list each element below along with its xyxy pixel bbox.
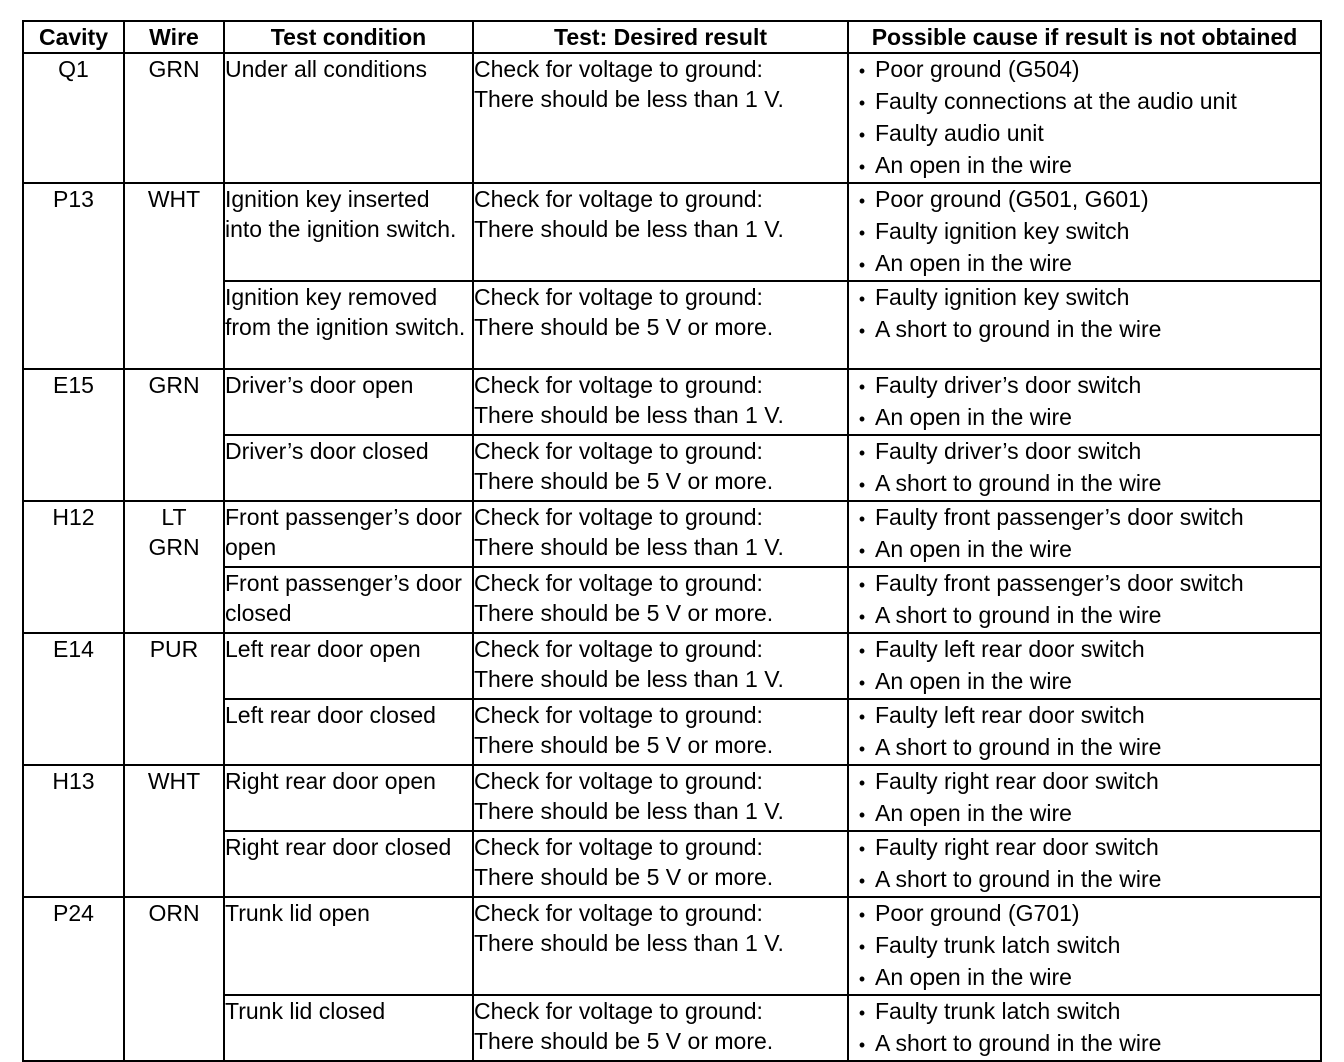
cause-item: • Faulty left rear door switch bbox=[849, 700, 1320, 732]
cause-item: • Faulty driver’s door switch bbox=[849, 370, 1320, 402]
cavity-cell: E15 bbox=[23, 369, 124, 501]
cavity-cell: E14 bbox=[23, 633, 124, 765]
condition-cell: Trunk lid closed bbox=[224, 995, 473, 1061]
cause-item: • Poor ground (G504) bbox=[849, 54, 1320, 86]
cause-item: • A short to ground in the wire bbox=[849, 864, 1320, 896]
cause-cell bbox=[848, 53, 1321, 183]
cause-item: • Faulty right rear door switch bbox=[849, 832, 1320, 864]
cause-item: • An open in the wire bbox=[849, 402, 1320, 434]
header-desired-result: Test: Desired result bbox=[473, 21, 848, 53]
result-cell: Check for voltage to ground: There should be 5 V or more. bbox=[473, 281, 848, 369]
condition-cell: Left rear door closed bbox=[224, 699, 473, 765]
cause-item: • Faulty ignition key switch bbox=[849, 216, 1320, 248]
condition-cell: Ignition key removed from the ignition switch. bbox=[224, 281, 473, 369]
cause-item: • An open in the wire bbox=[849, 962, 1320, 994]
cause-cell bbox=[848, 501, 1321, 567]
wire-cell: GRN bbox=[124, 369, 224, 501]
result-cell: Check for voltage to ground: There should be less than 1 V. bbox=[473, 53, 848, 183]
result-cell: Check for voltage to ground: There should be 5 V or more. bbox=[473, 995, 848, 1061]
result-cell: Check for voltage to ground: There should be less than 1 V. bbox=[473, 633, 848, 699]
cause-cell bbox=[848, 831, 1321, 897]
result-cell: Check for voltage to ground: There should be less than 1 V. bbox=[473, 183, 848, 281]
cause-item: • Faulty trunk latch switch bbox=[849, 996, 1320, 1028]
table-row bbox=[23, 633, 1321, 699]
result-cell: Check for voltage to ground: There should be 5 V or more. bbox=[473, 435, 848, 501]
header-possible-cause: Possible cause if result is not obtained bbox=[848, 21, 1321, 53]
cause-item: • A short to ground in the wire bbox=[849, 732, 1320, 764]
wire-cell: GRN bbox=[124, 53, 224, 183]
table-row bbox=[23, 53, 1321, 183]
result-cell: Check for voltage to ground: There should be 5 V or more. bbox=[473, 567, 848, 633]
result-cell: Check for voltage to ground: There should be less than 1 V. bbox=[473, 369, 848, 435]
condition-cell: Left rear door open bbox=[224, 633, 473, 699]
cause-item: • A short to ground in the wire bbox=[849, 314, 1320, 346]
table-row bbox=[23, 369, 1321, 435]
cavity-cell: H13 bbox=[23, 765, 124, 897]
table-row bbox=[23, 765, 1321, 831]
cause-item: • Poor ground (G501, G601) bbox=[849, 184, 1320, 216]
result-cell: Check for voltage to ground: There should be 5 V or more. bbox=[473, 831, 848, 897]
cause-item: • Faulty ignition key switch bbox=[849, 282, 1320, 314]
wire-cell: PUR bbox=[124, 633, 224, 765]
cause-item: • An open in the wire bbox=[849, 150, 1320, 182]
wire-cell: ORN bbox=[124, 897, 224, 1061]
condition-cell: Right rear door closed bbox=[224, 831, 473, 897]
cause-cell bbox=[848, 281, 1321, 369]
cause-item: • An open in the wire bbox=[849, 798, 1320, 830]
condition-cell: Front passenger’s door closed bbox=[224, 567, 473, 633]
result-cell: Check for voltage to ground: There should be less than 1 V. bbox=[473, 897, 848, 995]
cavity-cell: P24 bbox=[23, 897, 124, 1061]
wire-cell: WHT bbox=[124, 183, 224, 369]
cause-cell bbox=[848, 633, 1321, 699]
cause-cell bbox=[848, 699, 1321, 765]
condition-cell: Trunk lid open bbox=[224, 897, 473, 995]
result-cell: Check for voltage to ground: There should be less than 1 V. bbox=[473, 765, 848, 831]
cause-item: • Poor ground (G701) bbox=[849, 898, 1320, 930]
cause-item: • A short to ground in the wire bbox=[849, 600, 1320, 632]
cause-item: • Faulty connections at the audio unit bbox=[849, 86, 1320, 118]
cause-item: • Faulty front passenger’s door switch bbox=[849, 502, 1320, 534]
cavity-cell: Q1 bbox=[23, 53, 124, 183]
cause-item: • Faulty left rear door switch bbox=[849, 634, 1320, 666]
result-cell: Check for voltage to ground: There should be 5 V or more. bbox=[473, 699, 848, 765]
cause-cell bbox=[848, 897, 1321, 995]
cavity-cell: P13 bbox=[23, 183, 124, 369]
cause-item: • An open in the wire bbox=[849, 248, 1320, 280]
cause-item: • A short to ground in the wire bbox=[849, 1028, 1320, 1060]
diagnosis-table bbox=[22, 20, 1322, 1062]
table-row bbox=[23, 897, 1321, 995]
cause-item: • An open in the wire bbox=[849, 666, 1320, 698]
cause-cell bbox=[848, 765, 1321, 831]
header-row bbox=[23, 21, 1321, 53]
condition-cell: Driver’s door open bbox=[224, 369, 473, 435]
condition-cell: Right rear door open bbox=[224, 765, 473, 831]
wire-cell: LT GRN bbox=[124, 501, 224, 633]
header-wire: Wire bbox=[124, 21, 224, 53]
wire-cell: WHT bbox=[124, 765, 224, 897]
table-row bbox=[23, 501, 1321, 567]
table-row bbox=[23, 183, 1321, 281]
cavity-cell: H12 bbox=[23, 501, 124, 633]
header-cavity: Cavity bbox=[23, 21, 124, 53]
cause-item: • A short to ground in the wire bbox=[849, 468, 1320, 500]
condition-cell: Under all conditions bbox=[224, 53, 473, 183]
cause-item: • An open in the wire bbox=[849, 534, 1320, 566]
cause-cell bbox=[848, 183, 1321, 281]
cause-item: • Faulty driver’s door switch bbox=[849, 436, 1320, 468]
condition-cell: Front passenger’s door open bbox=[224, 501, 473, 567]
cause-item: • Faulty right rear door switch bbox=[849, 766, 1320, 798]
condition-cell: Ignition key inserted into the ignition switch. bbox=[224, 183, 473, 281]
cause-cell bbox=[848, 567, 1321, 633]
result-cell: Check for voltage to ground: There should be less than 1 V. bbox=[473, 501, 848, 567]
cause-item: • Faulty front passenger’s door switch bbox=[849, 568, 1320, 600]
cause-item: • Faulty audio unit bbox=[849, 118, 1320, 150]
header-test-condition: Test condition bbox=[224, 21, 473, 53]
condition-cell: Driver’s door closed bbox=[224, 435, 473, 501]
cause-item: • Faulty trunk latch switch bbox=[849, 930, 1320, 962]
cause-cell bbox=[848, 435, 1321, 501]
cause-cell bbox=[848, 995, 1321, 1061]
cause-cell bbox=[848, 369, 1321, 435]
